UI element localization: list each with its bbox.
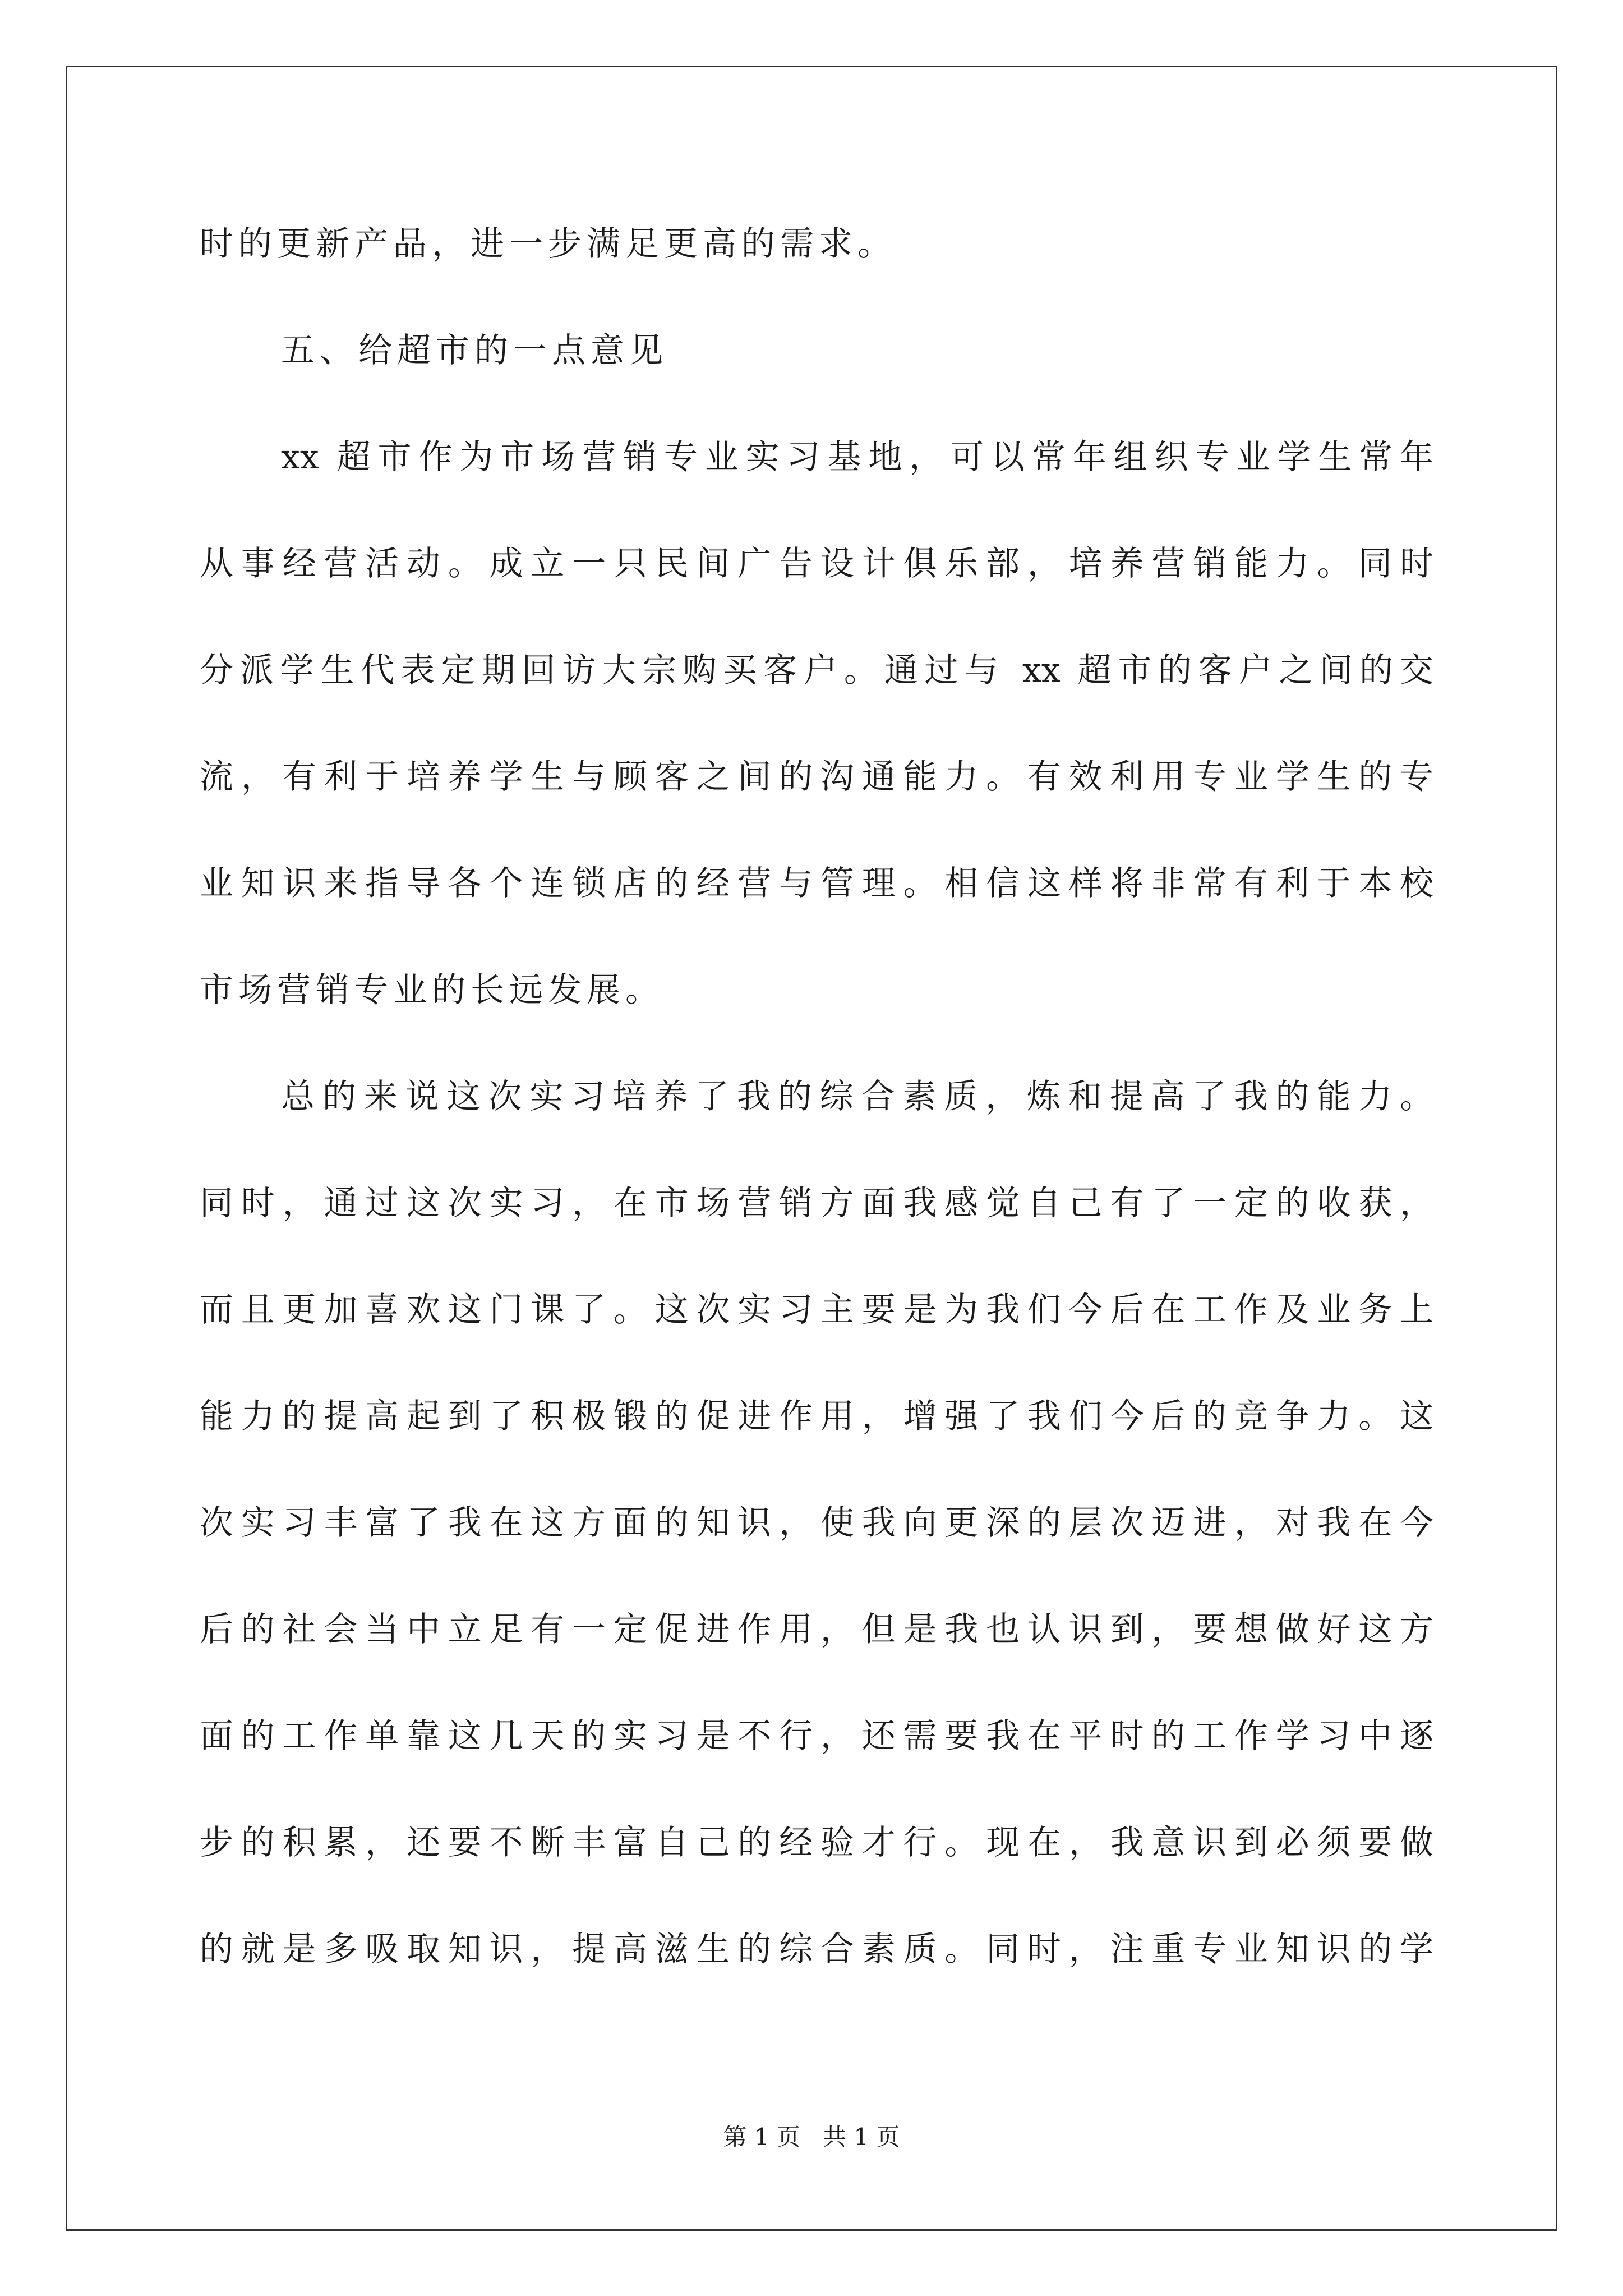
text-line-12: 能力的提高起到了积极锻的促进作用，增强了我们今后的竞争力。这: [200, 1397, 1433, 1436]
text-line-11: 而且更加喜欢这门课了。这次实习主要是为我们今后在工作及业务上: [200, 1290, 1433, 1329]
text-line-10: 同时，通过这次实习，在市场营销方面我感觉自己有了一定的收获，: [200, 1184, 1433, 1223]
text-line-17: 的就是多吸取知识，提高滋生的综合素质。同时，注重专业知识的学: [200, 1930, 1433, 1969]
page-footer: [0, 2120, 1623, 2154]
text-line-1: 时的更新产品，进一步满足更高的需求。: [200, 224, 896, 264]
section-heading: 五、给超市的一点意见: [281, 331, 668, 370]
text-line-5: 分派学生代表定期回访大宗购买客户。通过与 xx 超市的客户之间的交: [200, 651, 1433, 690]
text-line-3: xx 超市作为市场营销专业实习基地，可以常年组织专业学生常年: [281, 438, 1433, 477]
text-line-4: 从事经营活动。成立一只民间广告设计俱乐部，培养营销能力。同时: [200, 544, 1433, 583]
text-line-16: 步的积累，还要不断丰富自己的经验才行。现在，我意识到必须要做: [200, 1823, 1433, 1862]
page-number: 第 1 页: [723, 2123, 800, 2151]
text-line-14: 后的社会当中立足有一定促进作用，但是我也认识到，要想做好这方: [200, 1610, 1433, 1649]
text-line-7: 业知识来指导各个连锁店的经营与管理。相信这样将非常有利于本校: [200, 864, 1433, 903]
page-border: [66, 66, 1557, 2231]
text-line-13: 次实习丰富了我在这方面的知识，使我向更深的层次迈进，对我在今: [200, 1503, 1433, 1543]
page-total: 共 1 页: [823, 2123, 900, 2151]
text-line-15: 面的工作单靠这几天的实习是不行，还需要我在平时的工作学习中逐: [200, 1717, 1433, 1756]
text-line-8: 市场营销专业的长远发展。: [200, 970, 664, 1010]
text-line-6: 流，有利于培养学生与顾客之间的沟通能力。有效利用专业学生的专: [200, 757, 1433, 797]
text-line-9: 总的来说这次实习培养了我的综合素质，炼和提高了我的能力。: [281, 1077, 1433, 1116]
